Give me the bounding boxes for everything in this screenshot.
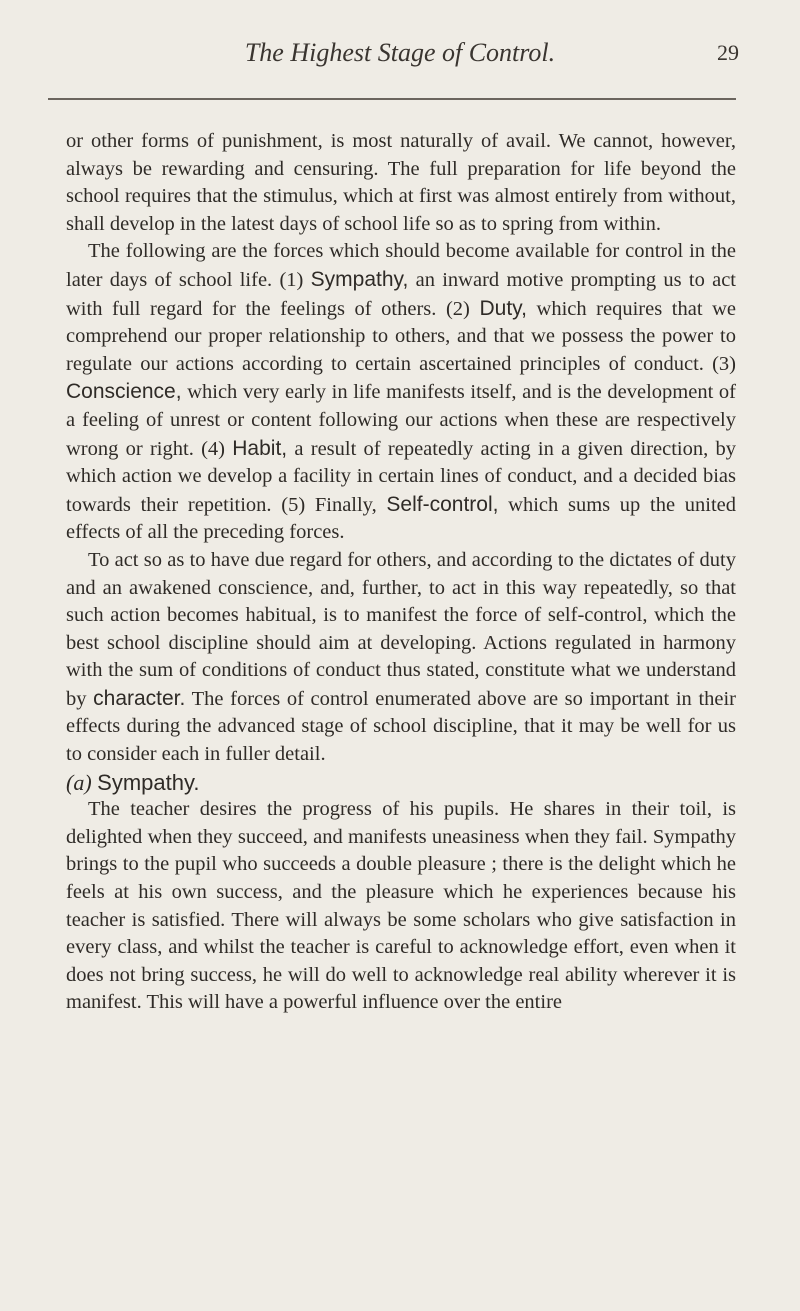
keyword-conscience: Conscience, bbox=[66, 380, 182, 404]
keyword-duty: Duty, bbox=[479, 296, 527, 320]
keyword-self-control: Self-control, bbox=[386, 492, 499, 516]
paragraph-2-text-2: which requires that we comprehend our proper relationship to others, and that we possess the power to regulate our actions according to certain ascertained principles of conduct. (3) bbox=[66, 297, 736, 375]
keyword-habit: Habit, bbox=[232, 436, 288, 460]
paragraph-1: or other forms of punishment, is most naturally of avail. We cannot, however, always be rewarding and censuring. The full preparation for life beyond the school requires that the stimulus, which at first was almost entirely from without, shall develop in the latest days of school life so as to spring from within. bbox=[66, 130, 736, 235]
keyword-sympathy: Sympathy, bbox=[310, 267, 409, 291]
running-head bbox=[0, 38, 800, 78]
section-heading bbox=[66, 769, 736, 797]
section-title: Sympathy. bbox=[97, 769, 200, 795]
paragraph-4: The teacher desires the progress of his pupils. He shares in their toil, is delighted when they succeed, and manifests uneasiness when they fail. Sympathy brings to the pupil who succeeds a double pleasure ; there is the delight which he feels at his own success, and the pleasure which he experiences because his teacher is satisfied. There will always be some scholars who give satisfaction in every class, and whilst the teacher is careful to acknowledge effort, even when it does not bring success, he will do well to acknowledge real ability wherever it is manifest. This will have a powerful influence over the entire bbox=[66, 798, 736, 1014]
body-text bbox=[66, 128, 736, 1017]
header-rule bbox=[48, 98, 736, 100]
paragraph-3-text-2: The forces of control enumerated above are so important in their effects during the advanced stage of school discipline, that it may be well for us to consider each in fuller detail. bbox=[66, 687, 737, 766]
paragraph-2-text-4: a result of repeatedly acting in a given direction, by which action we develop a facility in certain lines of conduct, and a decided bias towards their repetition. (5) Finally, bbox=[66, 437, 736, 516]
paragraph-3 bbox=[66, 547, 736, 769]
paragraph-2 bbox=[66, 238, 736, 547]
paragraph-2-text-5: which sums up the united effects of all the preceding forces. bbox=[66, 493, 736, 544]
paragraph-2-text-1: an inward motive prompting us to act with full regard for the feelings of others. (2) bbox=[66, 268, 736, 320]
page-number: 29 bbox=[717, 40, 739, 65]
section-label: (a) bbox=[66, 769, 92, 795]
paragraph-2-text-3: which very early in life manifests itself, and is the development of a feeling of unrest or content following our actions when these are respectively wrong or right. (4) bbox=[66, 381, 736, 460]
keyword-character: character. bbox=[93, 686, 186, 710]
running-title: The Highest Stage of Control. bbox=[244, 38, 556, 67]
paragraph-3-text-1: To act so as to have due regard for others, and according to the dictates of duty and an awakened conscience, and, further, to act in this way repeatedly, so that such action becomes habitual, is to manifest the force of self-control, which the best school discipline should aim at developing. Actions regulated in harmony with the sum of conditions of conduct thus stated, constitute what we understand by bbox=[66, 548, 736, 710]
paragraph-2-intro: The following are the forces which should become available for control in the later days of school life. (1) bbox=[66, 240, 736, 291]
